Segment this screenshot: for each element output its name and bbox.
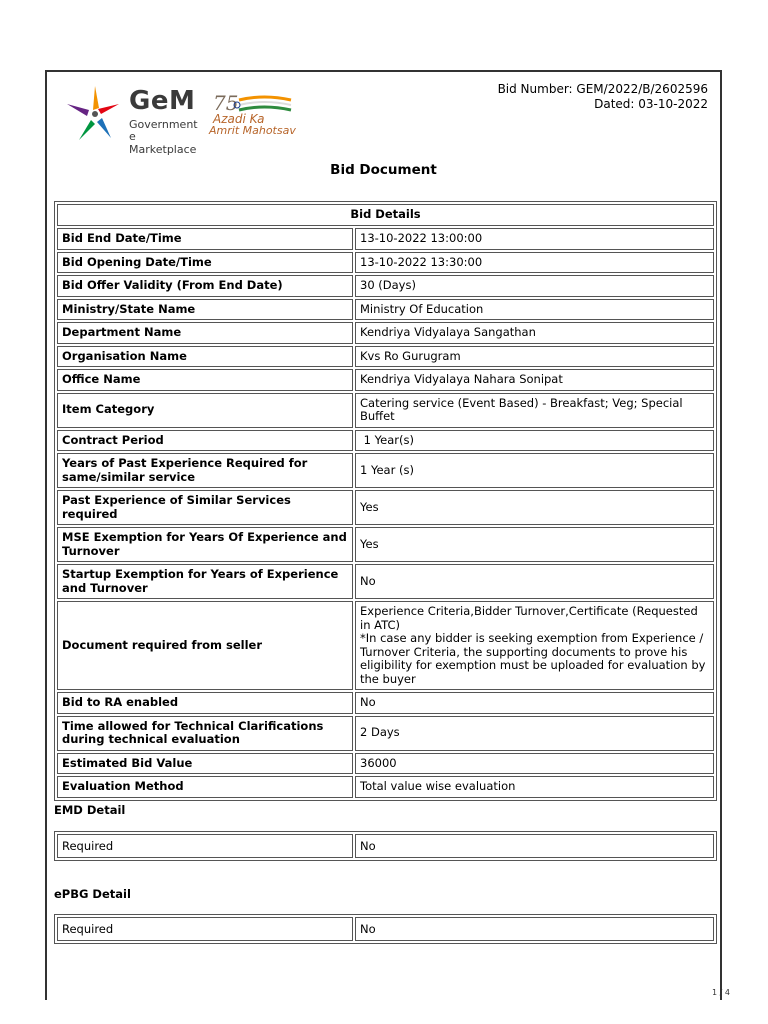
svg-text:75: 75 (213, 92, 239, 114)
bid-detail-label: Office Name (57, 369, 353, 391)
bid-detail-label: Bid Opening Date/Time (57, 252, 353, 274)
gem-star-icon (65, 82, 125, 144)
bid-detail-label: Item Category (57, 393, 353, 428)
page-frame (45, 70, 722, 1000)
bid-detail-label: Estimated Bid Value (57, 753, 353, 775)
bid-detail-value: No (355, 564, 714, 599)
bid-detail-label: MSE Exemption for Years Of Experience and Turnover (57, 527, 353, 562)
epbg-detail-heading: ePBG Detail (54, 887, 131, 901)
bid-detail-label: Startup Exemption for Years of Experience and Turnover (57, 564, 353, 599)
table-row (57, 776, 714, 798)
bid-detail-value: 13-10-2022 13:30:00 (355, 252, 714, 274)
azadi-text-line2: Amrit Mahotsav (209, 124, 296, 137)
bid-detail-label: Bid End Date/Time (57, 228, 353, 250)
document-title: Bid Document (330, 162, 437, 178)
page-number: 1 / 4 (712, 988, 730, 997)
table-row (57, 228, 714, 250)
bid-detail-label: Time allowed for Technical Clarifications during technical evaluation (57, 716, 353, 751)
bid-detail-label: Years of Past Experience Required for same/similar service (57, 453, 353, 488)
table-row (57, 564, 714, 599)
emd-detail-table (54, 831, 717, 861)
table-row (57, 601, 714, 690)
epbg-required-value: No (355, 917, 714, 941)
bid-date: Dated: 03-10-2022 (594, 97, 708, 111)
table-row (57, 490, 714, 525)
bid-detail-value: Yes (355, 527, 714, 562)
emd-detail-heading: EMD Detail (54, 803, 126, 817)
bid-detail-value: Kendriya Vidyalaya Nahara Sonipat (355, 369, 714, 391)
table-row (57, 322, 714, 344)
gem-logo-subtitle-2: e Marketplace (129, 130, 197, 156)
bid-detail-value: No (355, 692, 714, 714)
bid-detail-label: Organisation Name (57, 346, 353, 368)
table-row (57, 753, 714, 775)
gem-logo-subtitle: Government (129, 118, 198, 131)
table-row (57, 453, 714, 488)
table-row (57, 275, 714, 297)
table-row (57, 393, 714, 428)
bid-detail-value: 1 Year (s) (355, 453, 714, 488)
bid-detail-label: Past Experience of Similar Services required (57, 490, 353, 525)
gem-logo-name: GeM (129, 86, 196, 116)
bid-detail-value: 13-10-2022 13:00:00 (355, 228, 714, 250)
table-row (57, 716, 714, 751)
bid-detail-value: Kvs Ro Gurugram (355, 346, 714, 368)
emd-required-label: Required (57, 834, 353, 858)
bid-detail-value: Catering service (Event Based) - Breakfast; Veg; Special Buffet (355, 393, 714, 428)
epbg-detail-table (54, 914, 717, 944)
bid-meta (498, 82, 708, 112)
bid-detail-label: Document required from seller (57, 601, 353, 690)
azadi-text-line1: Azadi Ka (213, 112, 265, 126)
bid-details-body (57, 228, 714, 798)
bid-detail-value: 36000 (355, 753, 714, 775)
table-row (57, 369, 714, 391)
table-row (57, 527, 714, 562)
gem-logo (65, 82, 205, 156)
table-row (57, 252, 714, 274)
bid-details-table (54, 201, 717, 801)
bid-detail-value: Experience Criteria,Bidder Turnover,Certificate (Requested in ATC) *In case any bidder is seeking exemption from Experience / Turnover Criteria, the supporting documents to prove his eligibility for exemption must be uploaded for evaluation by the buyer (355, 601, 714, 690)
table-row (57, 917, 714, 941)
document-header (47, 72, 720, 156)
azadi-ka-amrit-mahotsav-logo (209, 92, 304, 137)
bid-detail-label: Evaluation Method (57, 776, 353, 798)
bid-detail-label: Department Name (57, 322, 353, 344)
bid-details-heading: Bid Details (57, 204, 714, 226)
bid-detail-value: Kendriya Vidyalaya Sangathan (355, 322, 714, 344)
table-row (57, 299, 714, 321)
emd-required-value: No (355, 834, 714, 858)
table-row (57, 430, 714, 452)
bid-detail-value: 30 (Days) (355, 275, 714, 297)
bid-detail-value: Yes (355, 490, 714, 525)
bid-detail-label: Contract Period (57, 430, 353, 452)
bid-detail-label: Bid to RA enabled (57, 692, 353, 714)
table-row (57, 692, 714, 714)
bid-detail-label: Bid Offer Validity (From End Date) (57, 275, 353, 297)
epbg-required-label: Required (57, 917, 353, 941)
table-row (57, 346, 714, 368)
bid-detail-value: Total value wise evaluation (355, 776, 714, 798)
bid-number: Bid Number: GEM/2022/B/2602596 (497, 82, 708, 96)
table-row (57, 834, 714, 858)
bid-detail-value: 2 Days (355, 716, 714, 751)
bid-detail-value: 1 Year(s) (355, 430, 714, 452)
bid-detail-value: Ministry Of Education (355, 299, 714, 321)
azadi-75-icon (209, 92, 304, 114)
bid-detail-label: Ministry/State Name (57, 299, 353, 321)
